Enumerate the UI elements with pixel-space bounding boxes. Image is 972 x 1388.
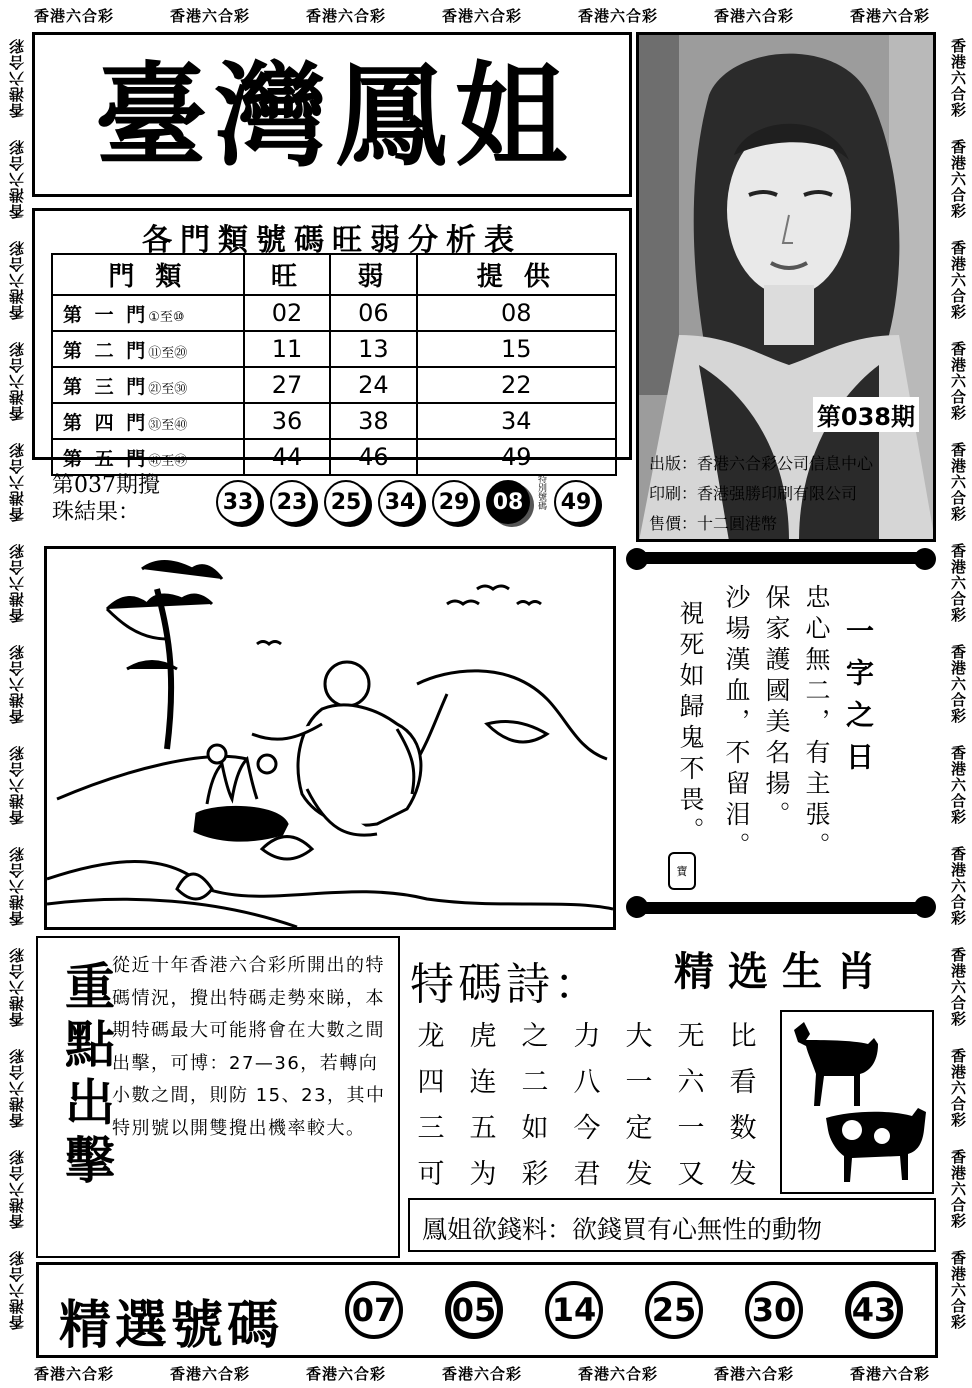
- border-brand-text: 香港六合彩: [714, 1365, 795, 1383]
- poem-character: 发: [729, 1159, 757, 1190]
- special-number-label: 特別號碼: [536, 474, 546, 510]
- weak-cell: 46: [330, 439, 416, 475]
- analysis-title: 各門類號碼旺弱分析表: [142, 223, 522, 258]
- border-brand-text: 香港六合彩: [949, 240, 967, 320]
- focus-heading: 重點出擊: [57, 960, 116, 1192]
- table-header-row: [52, 254, 616, 295]
- result-ball: 23: [270, 480, 314, 524]
- weak-cell: 24: [330, 367, 416, 403]
- title-box: [32, 32, 632, 197]
- door-cell: 第 一 門①至⑩: [52, 295, 244, 331]
- border-brand-text: 香港六合彩: [578, 7, 659, 25]
- cover-photo: [636, 32, 936, 542]
- page-title: 臺灣鳳姐: [95, 51, 575, 182]
- riddle-line: 視死如歸鬼不畏。: [676, 600, 705, 848]
- scroll-rod-bottom: [630, 902, 930, 914]
- pick-number: 05: [445, 1281, 503, 1339]
- result-ball-special-even: 08: [486, 480, 530, 524]
- column-header: 弱: [330, 254, 416, 295]
- border-brand-text: 香港六合彩: [949, 341, 967, 421]
- pick-number: 30: [745, 1281, 803, 1339]
- table-row: [52, 403, 616, 439]
- ink-illustration: [47, 549, 613, 927]
- border-brand-text: 香港六合彩: [578, 1365, 659, 1383]
- goat-and-ox-image: [782, 1012, 932, 1192]
- border-brand-text: 香港六合彩: [8, 442, 26, 522]
- column-header: 提 供: [417, 254, 616, 295]
- poem-character: 虎: [469, 1021, 497, 1052]
- weak-cell: 06: [330, 295, 416, 331]
- seal-stamp: 寶: [668, 852, 696, 890]
- riddle-heading: 一字之日: [842, 616, 875, 784]
- strong-cell: 27: [244, 367, 330, 403]
- border-brand-text: 香港六合彩: [949, 442, 967, 522]
- border-brand-text: 香港六合彩: [8, 947, 26, 1027]
- border-brand-text: 香港六合彩: [442, 1365, 523, 1383]
- analysis-box: [32, 208, 632, 471]
- riddle-line: 沙場漢血，不留泪。: [722, 584, 751, 863]
- poem-character: 连: [469, 1067, 497, 1098]
- border-brand-text: 香港六合彩: [949, 38, 967, 118]
- border-brand-text: 香港六合彩: [34, 1365, 115, 1383]
- poem-character: 比: [729, 1021, 757, 1052]
- bottom-border: [0, 1358, 972, 1388]
- border-brand-text: 香港六合彩: [8, 1048, 26, 1128]
- poem-character: 大: [625, 1021, 653, 1052]
- focus-text: 從近十年香港六合彩所開出的特碼情況，攪出特碼走勢來睇，本期特碼最大可能將會在大數之間出擊，可博：27—36，若轉向小數之間，則防 15、23，其中特別號以開雙攪出機率較大。: [112, 955, 386, 1139]
- poem-character: 一: [677, 1113, 705, 1144]
- left-border: [0, 30, 30, 1358]
- money-text: 欲錢買有心無性的動物: [572, 1215, 823, 1244]
- result-ball: 33: [216, 480, 260, 524]
- poem-character: 无: [677, 1021, 705, 1052]
- provide-cell: 08: [417, 295, 616, 331]
- money-label: 鳳姐欲錢料：: [422, 1215, 573, 1244]
- results-label: 第037期攪 珠結果：: [52, 473, 160, 525]
- border-brand-text: 香港六合彩: [949, 745, 967, 825]
- poem-title: 特碼詩：: [410, 959, 602, 1010]
- poem-character: 发: [625, 1159, 653, 1190]
- publisher-panel: [645, 445, 931, 537]
- border-brand-text: 香港六合彩: [8, 240, 26, 320]
- border-brand-text: 香港六合彩: [8, 543, 26, 623]
- weak-cell: 13: [330, 331, 416, 367]
- door-cell: 第 四 門㉛至㊵: [52, 403, 244, 439]
- top-border: [0, 0, 972, 30]
- result-ball: 29: [432, 480, 476, 524]
- table-row: [52, 367, 616, 403]
- poem-character: 定: [625, 1113, 653, 1144]
- provide-cell: 49: [417, 439, 616, 475]
- pick-number: 43: [845, 1281, 903, 1339]
- strong-cell: 44: [244, 439, 330, 475]
- border-brand-text: 香港六合彩: [8, 644, 26, 724]
- border-brand-text: 香港六合彩: [8, 1250, 26, 1330]
- border-brand-text: 香港六合彩: [949, 1048, 967, 1128]
- border-brand-text: 香港六合彩: [8, 139, 26, 219]
- poem-character: 六: [677, 1067, 705, 1098]
- table-row: [52, 295, 616, 331]
- poem-character: 可: [417, 1159, 445, 1190]
- border-brand-text: 香港六合彩: [170, 7, 251, 25]
- poem-grid: [406, 1014, 776, 1196]
- provide-cell: 15: [417, 331, 616, 367]
- border-brand-text: 香港六合彩: [306, 1365, 387, 1383]
- printer-row: 印刷：香港强勝印刷有限公司: [649, 484, 858, 503]
- strong-cell: 02: [244, 295, 330, 331]
- riddle-line: 保家護國美名揚。: [762, 584, 791, 832]
- poem-character: 看: [729, 1067, 757, 1098]
- table-row: [52, 331, 616, 367]
- table-row: [52, 439, 616, 475]
- poem-character: 龙: [417, 1021, 445, 1052]
- issue-label: 第038期: [813, 397, 919, 432]
- poem-character: 如: [521, 1113, 549, 1144]
- border-brand-text: 香港六合彩: [170, 1365, 251, 1383]
- special-number-ball: 49: [554, 480, 598, 524]
- pick-number: 07: [345, 1281, 403, 1339]
- zodiac-image-box: [780, 1010, 934, 1194]
- poem-character: 五: [469, 1113, 497, 1144]
- border-brand-text: 香港六合彩: [949, 846, 967, 926]
- poem-character: 为: [469, 1159, 497, 1190]
- border-brand-text: 香港六合彩: [949, 644, 967, 724]
- border-brand-text: 香港六合彩: [8, 341, 26, 421]
- poem-character: 力: [573, 1021, 601, 1052]
- poem-character: 又: [677, 1159, 705, 1190]
- pick-number: 25: [645, 1281, 703, 1339]
- pick-number: 14: [545, 1281, 603, 1339]
- border-brand-text: 香港六合彩: [306, 7, 387, 25]
- analysis-table: [51, 253, 617, 476]
- result-ball: 25: [324, 480, 368, 524]
- poem-character: 今: [573, 1113, 601, 1144]
- border-brand-text: 香港六合彩: [949, 1250, 967, 1330]
- border-brand-text: 香港六合彩: [442, 7, 523, 25]
- poem-character: 之: [521, 1021, 549, 1052]
- riddle-panel: [626, 548, 936, 918]
- scroll-knob-left-bottom: [626, 896, 648, 918]
- right-border: [942, 30, 972, 1358]
- picks-box: [36, 1262, 938, 1358]
- door-cell: 第 二 門⑪至⑳: [52, 331, 244, 367]
- border-brand-text: 香港六合彩: [8, 1149, 26, 1229]
- provide-cell: 22: [417, 367, 616, 403]
- riddle-line: 忠心無二，有主張。: [802, 584, 831, 863]
- border-brand-text: 香港六合彩: [949, 543, 967, 623]
- border-brand-text: 香港六合彩: [34, 7, 115, 25]
- poem-character: 三: [417, 1113, 445, 1144]
- result-ball: 34: [378, 480, 422, 524]
- border-brand-text: 香港六合彩: [850, 7, 931, 25]
- border-brand-text: 香港六合彩: [949, 947, 967, 1027]
- money-box: [408, 1198, 936, 1252]
- strong-cell: 36: [244, 403, 330, 439]
- border-brand-text: 香港六合彩: [949, 139, 967, 219]
- poem-character: 君: [573, 1159, 601, 1190]
- scroll-knob-left: [626, 548, 648, 570]
- scroll-rod-top: [630, 552, 930, 564]
- picks-label: 精選號碼: [59, 1296, 284, 1356]
- price-row: 售價：十二圓港幣: [649, 514, 778, 533]
- border-brand-text: 香港六合彩: [949, 1149, 967, 1229]
- door-cell: 第 三 門㉑至㉚: [52, 367, 244, 403]
- weak-cell: 38: [330, 403, 416, 439]
- poem-character: 四: [417, 1067, 445, 1098]
- border-brand-text: 香港六合彩: [8, 846, 26, 926]
- poem-character: 八: [573, 1067, 601, 1098]
- poem-character: 二: [521, 1067, 549, 1098]
- border-brand-text: 香港六合彩: [8, 38, 26, 118]
- illustration-box: [44, 546, 616, 930]
- column-header: 旺: [244, 254, 330, 295]
- strong-cell: 11: [244, 331, 330, 367]
- column-header: 門 類: [52, 254, 244, 295]
- poem-character: 彩: [521, 1159, 549, 1190]
- scroll-knob-right: [914, 548, 936, 570]
- scroll-knob-right-bottom: [914, 896, 936, 918]
- publisher-row: 出版：香港六合彩公司信息中心: [649, 454, 874, 473]
- focus-box: [36, 936, 400, 1258]
- poem-character: 一: [625, 1067, 653, 1098]
- border-brand-text: 香港六合彩: [8, 745, 26, 825]
- zodiac-subtitle: 精选生肖: [674, 948, 890, 995]
- border-brand-text: 香港六合彩: [714, 7, 795, 25]
- poem-character: 数: [729, 1113, 757, 1144]
- border-brand-text: 香港六合彩: [850, 1365, 931, 1383]
- door-cell: 第 五 門㊶至㊾: [52, 439, 244, 475]
- provide-cell: 34: [417, 403, 616, 439]
